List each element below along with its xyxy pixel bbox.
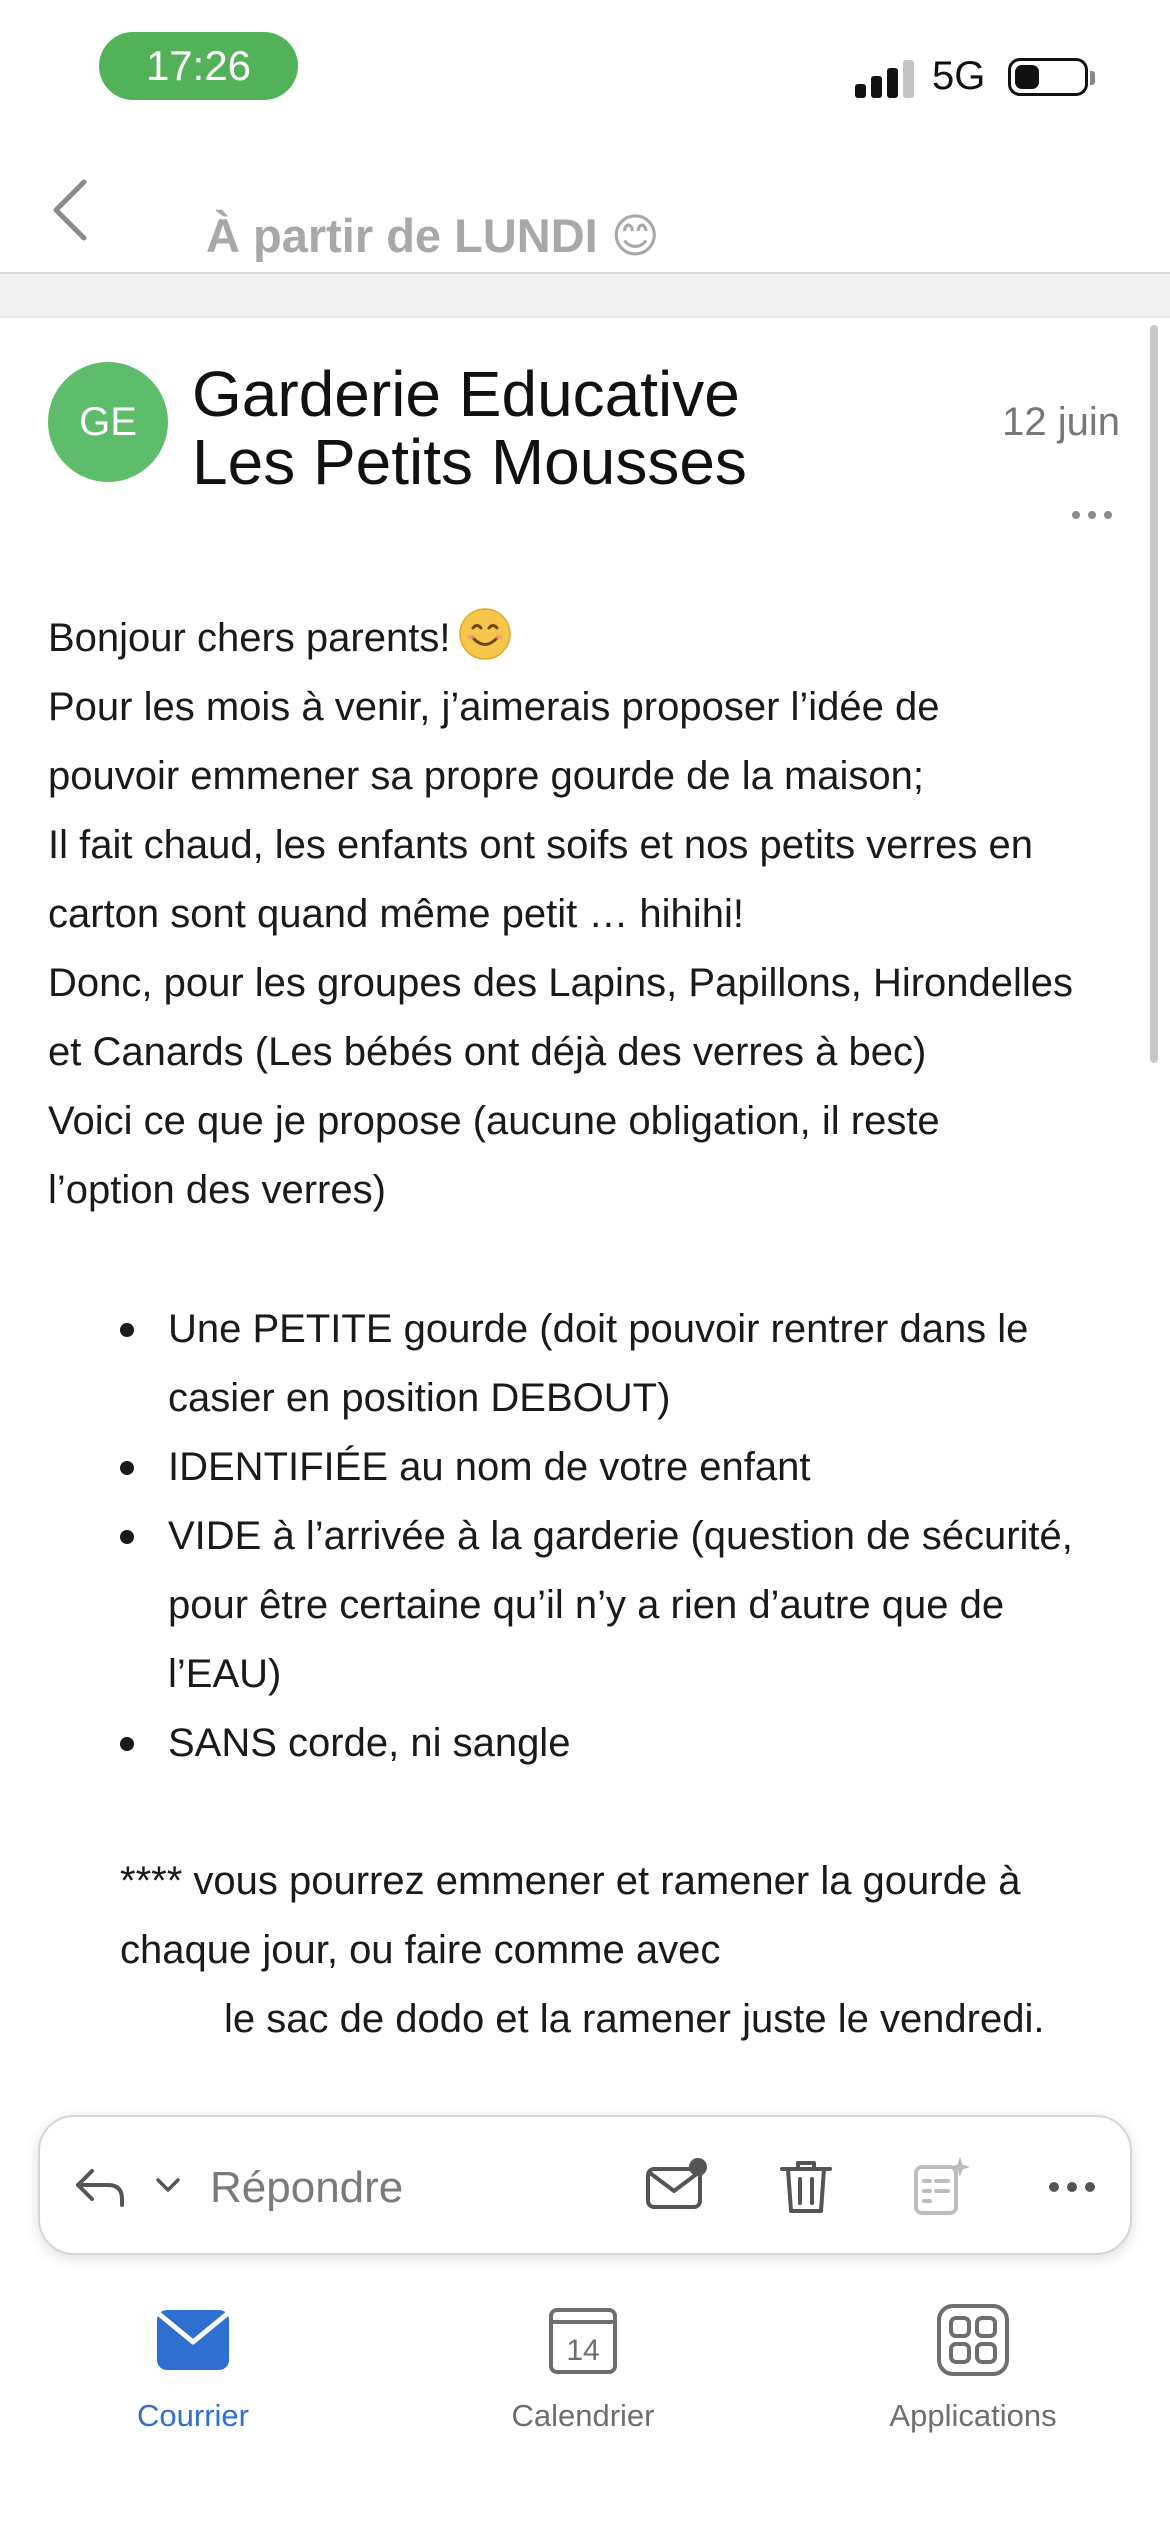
body-line: Il fait chaud, les enfants ont soifs et nos petits verres en <box>48 823 1033 867</box>
scrollbar[interactable] <box>1150 325 1158 1063</box>
bullet-item: IDENTIFIÉE au nom de votre enfant <box>120 1433 1120 1502</box>
body-line: l’option des verres) <box>48 1168 386 1212</box>
bullet-item: Une PETITE gourde (doit pouvoir rentrer dans le casier en position DEBOUT) <box>120 1295 1120 1433</box>
sender-avatar[interactable]: GE <box>48 362 168 482</box>
message-subject: À partir de LUNDI 😊 <box>206 209 660 262</box>
tab-label: Courrier <box>137 2398 249 2433</box>
trash-icon[interactable] <box>770 2151 842 2223</box>
reply-bar <box>38 2115 1132 2255</box>
more-options-icon[interactable] <box>1036 2151 1108 2223</box>
bullet-item: VIDE à l’arrivée à la garderie (question de sécurité, pour être certaine qu’il n’y a rien d’autre que de l’EAU) <box>120 1502 1120 1709</box>
reply-icon[interactable] <box>70 2157 130 2217</box>
bullet-item: SANS corde, ni sangle <box>120 1709 1120 1778</box>
calendar-icon <box>543 2300 623 2380</box>
mark-unread-icon[interactable] <box>640 2151 712 2223</box>
tab-calendrier[interactable] <box>453 2300 713 2434</box>
mail-icon <box>153 2300 233 2380</box>
sender-name-line-1: Garderie Educative <box>192 358 740 430</box>
body-line: et Canards (Les bébés ont déjà des verres à bec) <box>48 1030 927 1074</box>
ai-summary-icon[interactable] <box>904 2151 976 2223</box>
battery-icon <box>1008 58 1088 96</box>
body-line: pouvoir emmener sa propre gourde de la maison; <box>48 754 925 798</box>
sender-name-line-2: Les Petits Mousses <box>192 426 747 498</box>
message-note: **** vous pourrez emmener et ramener la gourde à chaque jour, ou faire comme avec le sac de dodo et la ramener juste le vendredi. <box>120 1859 1045 2041</box>
message-body <box>48 604 1128 1225</box>
reply-button[interactable]: Répondre <box>210 2163 404 2212</box>
tab-courrier[interactable] <box>63 2300 323 2434</box>
tab-label: Calendrier <box>511 2398 655 2433</box>
body-line: Donc, pour les groupes des Lapins, Papillons, Hirondelles <box>48 961 1074 1005</box>
status-time[interactable]: 17:26 <box>99 32 298 100</box>
apps-grid-icon <box>933 2300 1013 2380</box>
body-line: carton sont quand même petit … hihihi! <box>48 892 744 936</box>
body-line: Voici ce que je propose (aucune obligation, il reste <box>48 1099 940 1143</box>
message-more-options-icon[interactable] <box>1070 505 1114 525</box>
svg-text:14: 14 <box>566 2334 600 2367</box>
sender-name[interactable] <box>192 360 832 496</box>
message-date: 12 juin <box>1002 400 1120 444</box>
chevron-left-icon <box>50 178 90 242</box>
status-bar <box>0 0 1170 120</box>
tab-applications[interactable] <box>843 2300 1103 2434</box>
message-header <box>0 150 1170 270</box>
smiling-face-emoji-icon <box>458 607 512 661</box>
back-button[interactable] <box>40 170 100 250</box>
chevron-down-icon[interactable] <box>152 2169 184 2201</box>
network-type: 5G <box>932 54 986 98</box>
bullet-list <box>120 1295 1120 1778</box>
body-line: Pour les mois à venir, j’aimerais proposer l’idée de <box>48 685 940 729</box>
signal-strength-icon <box>855 58 915 98</box>
tab-label: Applications <box>889 2398 1057 2433</box>
header-divider <box>0 272 1170 318</box>
body-line: Bonjour chers parents! <box>48 604 1128 673</box>
